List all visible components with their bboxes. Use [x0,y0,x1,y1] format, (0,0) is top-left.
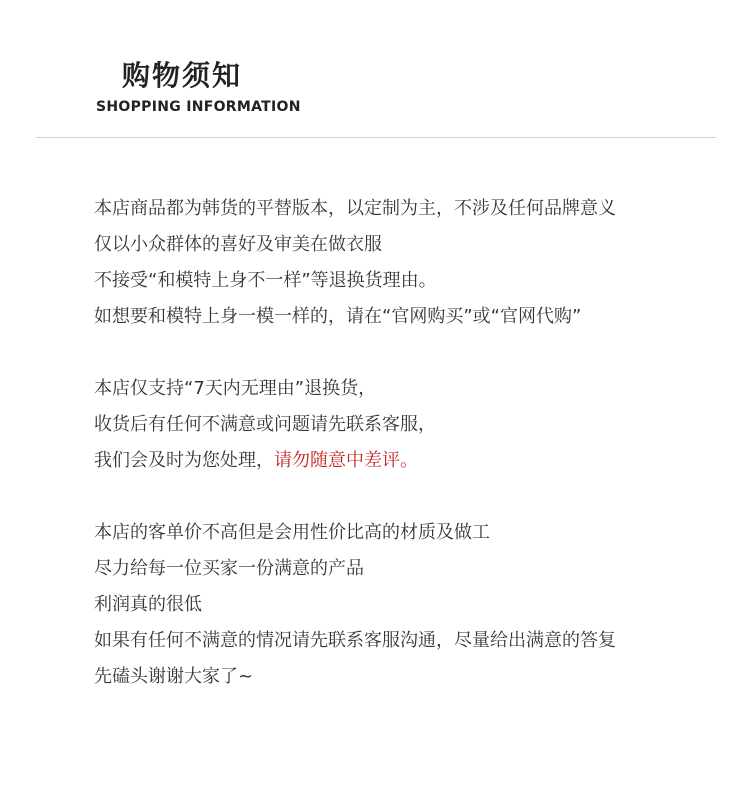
notice-content [94,191,734,731]
notice-line: 尽力给每一位买家一份满意的产品 [94,558,364,579]
header-divider [36,137,716,138]
notice-line: 利润真的很低 [94,594,202,615]
notice-line-prefix: 我们会及时为您处理， [94,450,274,471]
notice-line: 本店商品都为韩货的平替版本，以定制为主，不涉及任何品牌意义 [94,198,616,219]
notice-line: 仅以小众群体的喜好及审美在做衣服 [94,234,382,255]
notice-section-1 [94,191,734,335]
page-subtitle: SHOPPING INFORMATION [96,99,301,115]
notice-line: 本店的客单价不高但是会用性价比高的材质及做工 [94,522,490,543]
notice-line: 如想要和模特上身一模一样的，请在“官网购买”或“官网代购” [94,306,582,327]
notice-line: 本店仅支持“7天内无理由”退换货， [94,378,377,399]
notice-line-with-warning [94,443,734,479]
notice-section-2 [94,371,734,479]
page-title: 购物须知 [122,59,243,92]
page-header [0,0,750,140]
notice-line: 收货后有任何不满意或问题请先联系客服， [94,414,436,435]
notice-line: 如果有任何不满意的情况请先联系客服沟通，尽量给出满意的答复 [94,630,616,651]
warning-text: 请勿随意中差评。 [274,450,418,471]
notice-section-3 [94,515,734,695]
notice-line: 不接受“和模特上身不一样”等退换货理由。 [94,270,437,291]
notice-line: 先磕头谢谢大家了~ [94,666,254,687]
